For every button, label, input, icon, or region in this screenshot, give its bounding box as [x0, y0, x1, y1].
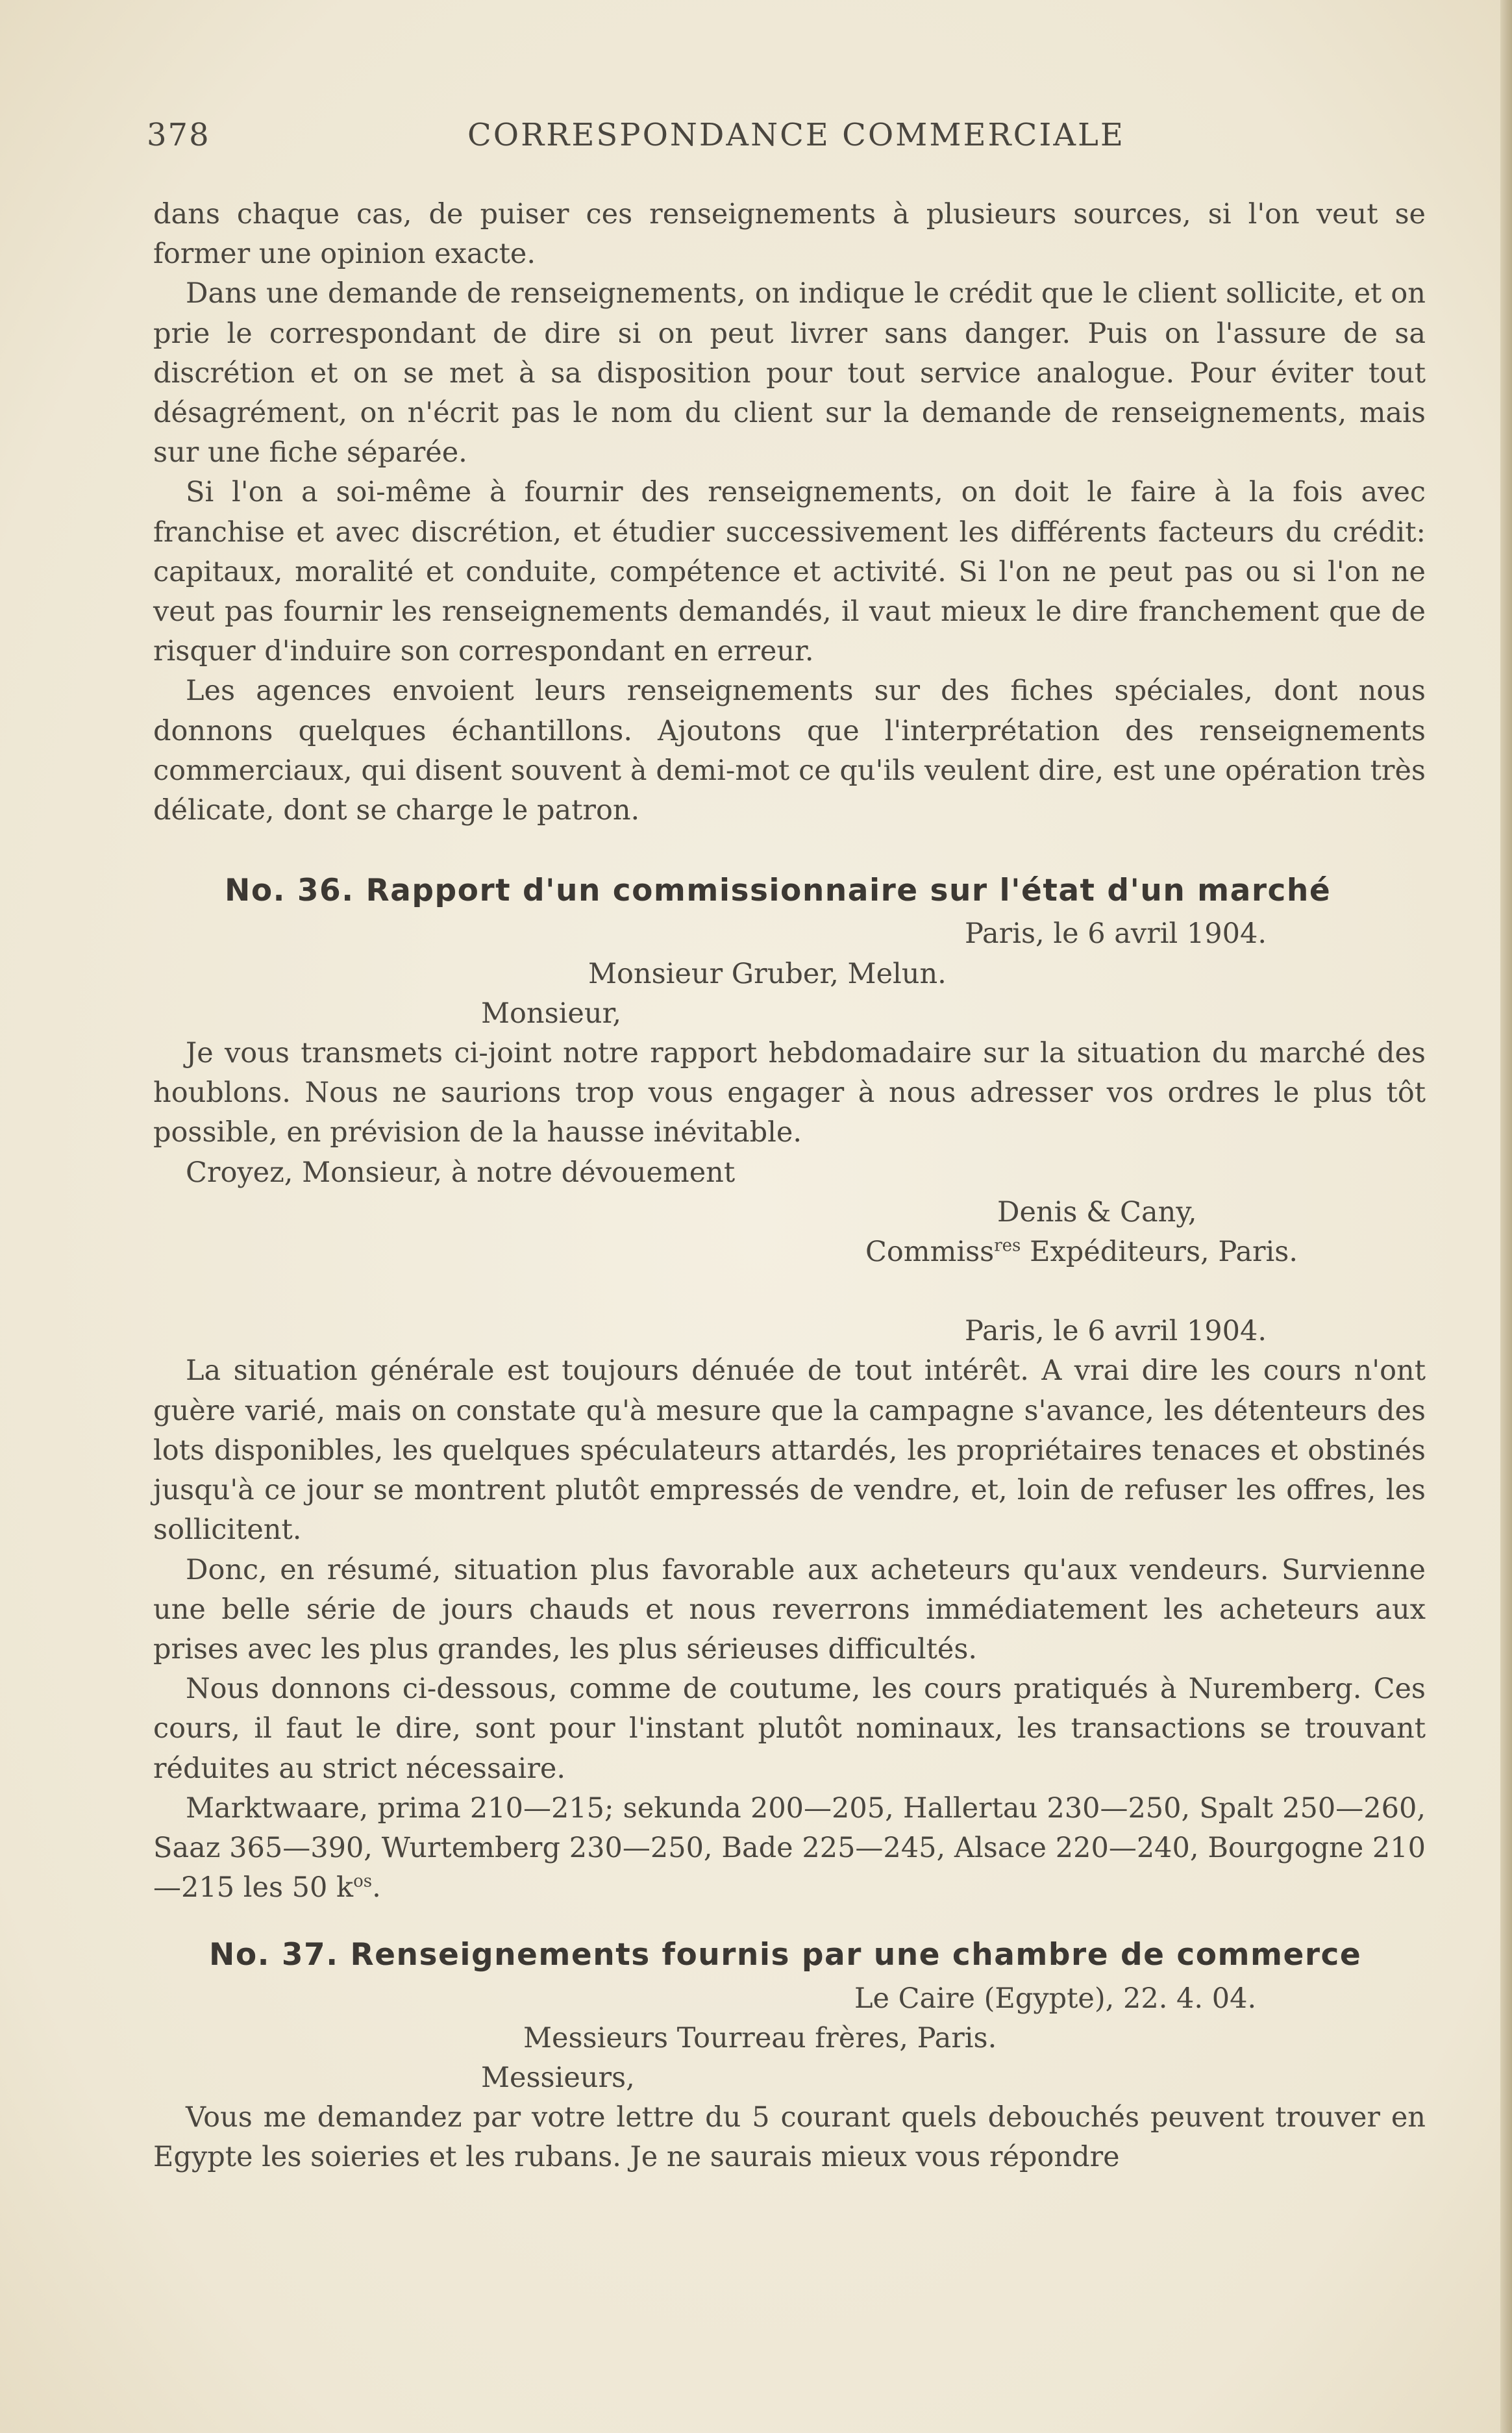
- section-heading-36: No. 36. Rapport d'un commissionnaire sur l'état d'un marché: [225, 873, 1332, 909]
- letter37-body: Vous me demandez par votre lettre du 5 courant quels debouchés peuvent trouver en Egypte les soieries et les rubans. Je ne saurais mieux vous répondre: [153, 2101, 1426, 2174]
- letter37-date: Le Caire (Egypte), 22. 4. 04.: [854, 1982, 1257, 2015]
- signature-title-part-a: Commiss: [865, 1236, 995, 1269]
- price-list-end: .: [372, 1871, 381, 1904]
- letter36-closing: Croyez, Monsieur, à notre dévouement: [186, 1156, 736, 1189]
- signature-title-part-b: Expéditeurs, Paris.: [1021, 1236, 1298, 1269]
- report-paragraph-1: La situation générale est toujours dénuée de tout intérêt. A vrai dire les cours n'ont guère varié, mais on constate qu'à mesure que la campagne s'avance, les détenteurs des lots disponibles, les quelques spéculateurs attardés, les propriétaires tenaces et obstinés jusqu'à ce jour se montrent plutôt empressés de vendre, et, loin de refuser les offres, les sollicitent.: [153, 1354, 1426, 1547]
- page-number: 378: [147, 117, 210, 153]
- letter36-salutation: Monsieur,: [481, 997, 622, 1030]
- letter36-body: Je vous transmets ci-joint notre rapport hebdomadaire sur la situation du marché des houblons. Nous ne saurions trop vous engager à nous adresser vos ordres le plus tôt possible, en prévision de la hausse inévitable.: [153, 1037, 1426, 1149]
- running-title: CORRESPONDANCE COMMERCIALE: [467, 117, 1125, 153]
- intro-paragraph-2: Dans une demande de renseignements, on indique le crédit que le client sollicite, et on prie le correspondant de dire si on peut livrer sans danger. Puis on l'assure de sa discrétion et on se met à sa disposition pour tout service analogue. Pour éviter tout désagrément, on n'écrit pas le nom du client sur la demande de renseignements, mais sur une fiche séparée.: [153, 277, 1426, 469]
- letter36-date: Paris, le 6 avril 1904.: [965, 917, 1267, 951]
- letter36-addressee: Monsieur Gruber, Melun.: [588, 957, 947, 990]
- intro-paragraph-1: dans chaque cas, de puiser ces renseignements à plusieurs sources, si l'on veut se former une opinion exacte.: [153, 198, 1426, 271]
- letter37-salutation: Messieurs,: [481, 2061, 635, 2094]
- signature-title-superscript: res: [994, 1236, 1021, 1256]
- intro-paragraph-4: Les agences envoient leurs renseignements sur des fiches spéciales, dont nous donnons quelques échantillons. Ajoutons que l'interprétation des renseignements commerciaux, qui disent souvent à demi-mot ce qu'ils veulent dire, est une opération très délicate, dont se charge le patron.: [153, 675, 1426, 827]
- report-paragraph-4: [153, 1789, 1426, 1908]
- report-date: Paris, le 6 avril 1904.: [965, 1315, 1267, 1348]
- page-edge: [1500, 0, 1512, 2433]
- section-heading-37: No. 37. Renseignements fournis par une chambre de commerce: [209, 1937, 1362, 1973]
- page-body: [153, 195, 1426, 2178]
- report-paragraph-3: Nous donnons ci-dessous, comme de coutume, les cours pratiqués à Nuremberg. Ces cours, il faut le dire, sont pour l'instant plutôt nominaux, les transactions se trouvant réduites au strict nécessaire.: [153, 1673, 1426, 1785]
- intro-paragraph-3: Si l'on a soi-même à fournir des renseignements, on doit le faire à la fois avec franchise et avec discrétion, et étudier successivement les différents facteurs du crédit: capitaux, moralité et conduite, compétence et activité. Si l'on ne peut pas ou si l'on ne veut pas fournir les renseignements demandés, il vaut mieux le dire franchement que de risquer d'induire son correspondant en erreur.: [153, 476, 1426, 668]
- letter37-addressee: Messieurs Tourreau frères, Paris.: [523, 2021, 997, 2054]
- price-list-text: Marktwaare, prima 210—215; sekunda 200—205, Hallertau 230—250, Spalt 250—260, Saaz 365—390, Wurtemberg 230—250, Bade 225—245, Alsace 220—240, Bourgogne 210—215 les 50 k: [153, 1791, 1426, 1904]
- letter36-signature-title: [153, 1232, 1426, 1272]
- report-paragraph-2: Donc, en résumé, situation plus favorable aux acheteurs qu'aux vendeurs. Survienne une belle série de jours chauds et nous reverrons immédiatement les acheteurs aux prises avec les plus grandes, les plus sérieuses difficultés.: [153, 1553, 1426, 1666]
- letter36-signature-name: Denis & Cany,: [997, 1195, 1197, 1229]
- page-header: [143, 117, 1431, 162]
- price-list-superscript: os: [353, 1871, 373, 1891]
